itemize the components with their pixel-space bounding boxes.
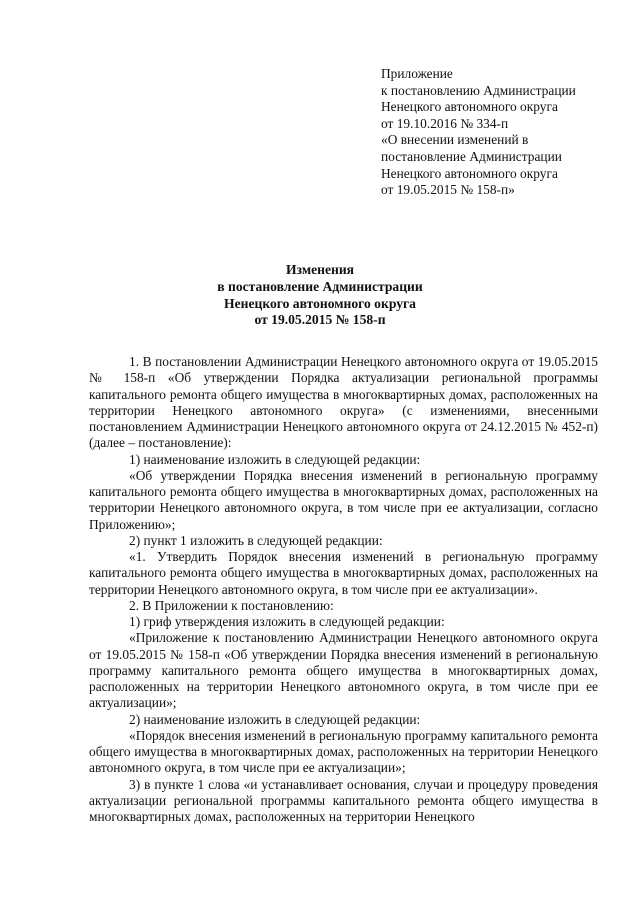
paragraph-subitem-2-3: 3) в пункте 1 слова «и устанавливает основания, случаи и процедуру проведения актуализации региональной программы капитального ремонта общего имущества в многоквартирных домах, расположенных на территории Ненецкого [89, 776, 598, 824]
appendix-header [381, 66, 631, 199]
paragraph-quote: «Об утверждении Порядка внесения изменений в региональную программу капитального ремонта общего имущества в многоквартирных домах, расположенных на территории Ненецкого автономного округа, в том числе при ее актуализации, согласно Приложению»; [89, 467, 598, 532]
paragraph-item-1: 1. В постановлении Администрации Ненецкого автономного округа от 19.05.2015 № 158-п «Об утверждении Порядка актуализации региональной программы капитального ремонта общего имущества в многоквартирных домах, расположенных на территории Ненецкого автономного округа» (с изменениями, внесенными постановлением Администрации Ненецкого автономного округа от 24.12.2015 № 452-п) (далее – постановление): [89, 354, 598, 451]
document-title [0, 262, 640, 329]
paragraph-subitem-1-2: 2) пункт 1 изложить в следующей редакции: [129, 532, 383, 548]
appendix-line: постановление Администрации [381, 148, 562, 164]
title-line: Ненецкого автономного округа [224, 295, 416, 311]
paragraph-quote: «Приложение к постановлению Администрации Ненецкого автономного округа от 19.05.2015 № 158-п «Об утверждении Порядка внесения изменений в региональную программу капитального ремонта общего имущества в многоквартирных домах, расположенных на территории Ненецкого автономного округа, в том числе при ее актуализации»; [89, 630, 598, 711]
title-line: от 19.05.2015 № 158-п [254, 312, 386, 328]
paragraph-quote: «1. Утвердить Порядок внесения изменений в региональную программу капитального ремонта общего имущества в многоквартирных домах, расположенных на территории Ненецкого автономного округа, в том числе при ее актуализации». [89, 549, 598, 597]
appendix-line: Ненецкого автономного округа [381, 99, 558, 115]
title-line: в постановление Администрации [217, 278, 423, 294]
paragraph-item-2: 2. В Приложении к постановлению: [129, 597, 334, 613]
paragraph-quote: «Порядок внесения изменений в региональную программу капитального ремонта общего имущества в многоквартирных домах, расположенных на территории Ненецкого автономного округа, в том числе при ее актуализации»; [89, 727, 598, 776]
paragraph-subitem-1-1: 1) наименование изложить в следующей редакции: [129, 451, 421, 467]
appendix-line: к постановлению Администрации [381, 82, 576, 98]
paragraph-subitem-2-2: 2) наименование изложить в следующей редакции: [129, 711, 421, 727]
appendix-line: Ненецкого автономного округа [381, 165, 558, 181]
document-body [89, 354, 598, 825]
appendix-line: от 19.05.2015 № 158-п» [381, 182, 515, 198]
paragraph-subitem-2-1: 1) гриф утверждения изложить в следующей редакции: [129, 614, 445, 629]
appendix-line: от 19.10.2016 № 334-п [381, 115, 509, 131]
title-line: Изменения [285, 262, 355, 277]
appendix-line: Приложение [381, 66, 453, 81]
appendix-line: «О внесении изменений в [381, 132, 529, 148]
